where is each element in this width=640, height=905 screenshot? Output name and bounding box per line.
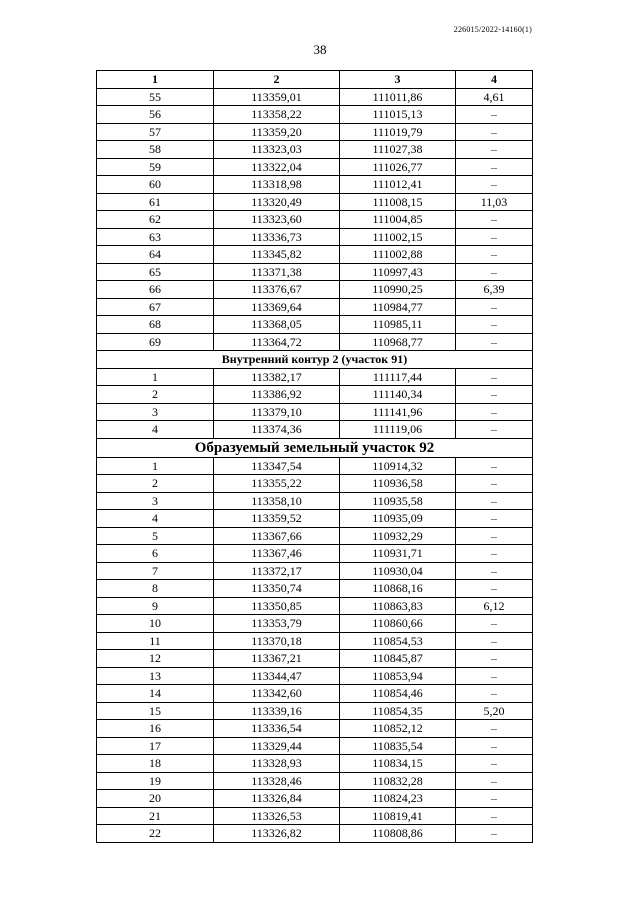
table-row bbox=[97, 650, 533, 668]
x-coordinate-cell: 113342,60 bbox=[214, 685, 340, 703]
distance-cell: – bbox=[456, 386, 533, 404]
point-number-cell: 65 bbox=[97, 263, 214, 281]
y-coordinate-cell: 110863,83 bbox=[340, 597, 456, 615]
point-number-cell: 66 bbox=[97, 281, 214, 299]
distance-cell: – bbox=[456, 510, 533, 528]
distance-cell: – bbox=[456, 368, 533, 386]
section-header-row bbox=[97, 438, 533, 457]
y-coordinate-cell: 110854,35 bbox=[340, 702, 456, 720]
distance-cell: – bbox=[456, 720, 533, 738]
table-row bbox=[97, 527, 533, 545]
point-number-cell: 62 bbox=[97, 211, 214, 229]
y-coordinate-cell: 110997,43 bbox=[340, 263, 456, 281]
distance-cell: – bbox=[456, 106, 533, 124]
distance-cell: – bbox=[456, 246, 533, 264]
table-row bbox=[97, 720, 533, 738]
table-row bbox=[97, 281, 533, 299]
point-number-cell: 56 bbox=[97, 106, 214, 124]
x-coordinate-cell: 113336,73 bbox=[214, 228, 340, 246]
table-row bbox=[97, 263, 533, 281]
y-coordinate-cell: 111119,06 bbox=[340, 421, 456, 439]
y-coordinate-cell: 110935,09 bbox=[340, 510, 456, 528]
x-coordinate-cell: 113371,38 bbox=[214, 263, 340, 281]
x-coordinate-cell: 113328,46 bbox=[214, 772, 340, 790]
distance-cell: – bbox=[456, 790, 533, 808]
point-number-cell: 57 bbox=[97, 123, 214, 141]
y-coordinate-cell: 110935,58 bbox=[340, 492, 456, 510]
table-row bbox=[97, 580, 533, 598]
table-body bbox=[97, 88, 533, 842]
section-title: Внутренний контур 2 (участок 91) bbox=[97, 351, 533, 369]
point-number-cell: 1 bbox=[97, 457, 214, 475]
y-coordinate-cell: 110834,15 bbox=[340, 755, 456, 773]
point-number-cell: 10 bbox=[97, 615, 214, 633]
distance-cell: – bbox=[456, 403, 533, 421]
distance-cell: – bbox=[456, 667, 533, 685]
distance-cell: – bbox=[456, 755, 533, 773]
distance-cell: – bbox=[456, 333, 533, 351]
x-coordinate-cell: 113323,03 bbox=[214, 141, 340, 159]
x-coordinate-cell: 113350,74 bbox=[214, 580, 340, 598]
x-coordinate-cell: 113379,10 bbox=[214, 403, 340, 421]
point-number-cell: 14 bbox=[97, 685, 214, 703]
table-row bbox=[97, 825, 533, 843]
table-row bbox=[97, 492, 533, 510]
table-row bbox=[97, 667, 533, 685]
point-number-cell: 5 bbox=[97, 527, 214, 545]
distance-cell: – bbox=[456, 228, 533, 246]
x-coordinate-cell: 113367,66 bbox=[214, 527, 340, 545]
x-coordinate-cell: 113374,36 bbox=[214, 421, 340, 439]
distance-cell: – bbox=[456, 475, 533, 493]
x-coordinate-cell: 113323,60 bbox=[214, 211, 340, 229]
distance-cell: – bbox=[456, 492, 533, 510]
x-coordinate-cell: 113326,84 bbox=[214, 790, 340, 808]
x-coordinate-cell: 113344,47 bbox=[214, 667, 340, 685]
column-header: 3 bbox=[340, 71, 456, 89]
table-row bbox=[97, 316, 533, 334]
y-coordinate-cell: 111141,96 bbox=[340, 403, 456, 421]
table-row bbox=[97, 211, 533, 229]
table-row bbox=[97, 685, 533, 703]
y-coordinate-cell: 110932,29 bbox=[340, 527, 456, 545]
distance-cell: 11,03 bbox=[456, 193, 533, 211]
y-coordinate-cell: 111002,88 bbox=[340, 246, 456, 264]
y-coordinate-cell: 110854,53 bbox=[340, 632, 456, 650]
y-coordinate-cell: 110936,58 bbox=[340, 475, 456, 493]
coordinates-table bbox=[96, 70, 533, 843]
x-coordinate-cell: 113382,17 bbox=[214, 368, 340, 386]
y-coordinate-cell: 110819,41 bbox=[340, 807, 456, 825]
distance-cell: – bbox=[456, 650, 533, 668]
table-row bbox=[97, 368, 533, 386]
distance-cell: – bbox=[456, 298, 533, 316]
point-number-cell: 8 bbox=[97, 580, 214, 598]
distance-cell: – bbox=[456, 316, 533, 334]
table-row bbox=[97, 475, 533, 493]
y-coordinate-cell: 111026,77 bbox=[340, 158, 456, 176]
y-coordinate-cell: 110845,87 bbox=[340, 650, 456, 668]
distance-cell: – bbox=[456, 123, 533, 141]
point-number-cell: 21 bbox=[97, 807, 214, 825]
x-coordinate-cell: 113367,46 bbox=[214, 545, 340, 563]
point-number-cell: 1 bbox=[97, 368, 214, 386]
x-coordinate-cell: 113369,64 bbox=[214, 298, 340, 316]
distance-cell: – bbox=[456, 141, 533, 159]
x-coordinate-cell: 113320,49 bbox=[214, 193, 340, 211]
y-coordinate-cell: 110835,54 bbox=[340, 737, 456, 755]
x-coordinate-cell: 113350,85 bbox=[214, 597, 340, 615]
y-coordinate-cell: 111004,85 bbox=[340, 211, 456, 229]
document-id: 226015/2022-14160(1) bbox=[453, 25, 532, 34]
point-number-cell: 15 bbox=[97, 702, 214, 720]
y-coordinate-cell: 110852,12 bbox=[340, 720, 456, 738]
table-row bbox=[97, 807, 533, 825]
point-number-cell: 16 bbox=[97, 720, 214, 738]
x-coordinate-cell: 113339,16 bbox=[214, 702, 340, 720]
x-coordinate-cell: 113367,21 bbox=[214, 650, 340, 668]
y-coordinate-cell: 111019,79 bbox=[340, 123, 456, 141]
distance-cell: – bbox=[456, 825, 533, 843]
y-coordinate-cell: 110990,25 bbox=[340, 281, 456, 299]
y-coordinate-cell: 110868,16 bbox=[340, 580, 456, 598]
distance-cell: – bbox=[456, 580, 533, 598]
point-number-cell: 58 bbox=[97, 141, 214, 159]
point-number-cell: 59 bbox=[97, 158, 214, 176]
x-coordinate-cell: 113358,22 bbox=[214, 106, 340, 124]
table-header-row bbox=[97, 71, 533, 89]
distance-cell: – bbox=[456, 632, 533, 650]
point-number-cell: 9 bbox=[97, 597, 214, 615]
y-coordinate-cell: 110931,71 bbox=[340, 545, 456, 563]
table-row bbox=[97, 457, 533, 475]
point-number-cell: 2 bbox=[97, 475, 214, 493]
table-row bbox=[97, 562, 533, 580]
y-coordinate-cell: 110914,32 bbox=[340, 457, 456, 475]
distance-cell: – bbox=[456, 685, 533, 703]
table-row bbox=[97, 510, 533, 528]
distance-cell: 4,61 bbox=[456, 88, 533, 106]
x-coordinate-cell: 113326,53 bbox=[214, 807, 340, 825]
y-coordinate-cell: 111011,86 bbox=[340, 88, 456, 106]
x-coordinate-cell: 113386,92 bbox=[214, 386, 340, 404]
table-row bbox=[97, 702, 533, 720]
point-number-cell: 17 bbox=[97, 737, 214, 755]
point-number-cell: 6 bbox=[97, 545, 214, 563]
distance-cell: – bbox=[456, 737, 533, 755]
point-number-cell: 13 bbox=[97, 667, 214, 685]
point-number-cell: 68 bbox=[97, 316, 214, 334]
point-number-cell: 61 bbox=[97, 193, 214, 211]
y-coordinate-cell: 111117,44 bbox=[340, 368, 456, 386]
table-row bbox=[97, 298, 533, 316]
distance-cell: – bbox=[456, 807, 533, 825]
x-coordinate-cell: 113326,82 bbox=[214, 825, 340, 843]
x-coordinate-cell: 113329,44 bbox=[214, 737, 340, 755]
x-coordinate-cell: 113359,52 bbox=[214, 510, 340, 528]
y-coordinate-cell: 110860,66 bbox=[340, 615, 456, 633]
distance-cell: 6,12 bbox=[456, 597, 533, 615]
table-row bbox=[97, 772, 533, 790]
x-coordinate-cell: 113359,01 bbox=[214, 88, 340, 106]
y-coordinate-cell: 110985,11 bbox=[340, 316, 456, 334]
table-row bbox=[97, 228, 533, 246]
x-coordinate-cell: 113355,22 bbox=[214, 475, 340, 493]
point-number-cell: 4 bbox=[97, 421, 214, 439]
distance-cell: – bbox=[456, 772, 533, 790]
distance-cell: – bbox=[456, 211, 533, 229]
table-row bbox=[97, 88, 533, 106]
y-coordinate-cell: 111002,15 bbox=[340, 228, 456, 246]
distance-cell: – bbox=[456, 263, 533, 281]
x-coordinate-cell: 113353,79 bbox=[214, 615, 340, 633]
table-row bbox=[97, 176, 533, 194]
distance-cell: – bbox=[456, 545, 533, 563]
column-header: 1 bbox=[97, 71, 214, 89]
table-row bbox=[97, 790, 533, 808]
table-row bbox=[97, 193, 533, 211]
point-number-cell: 12 bbox=[97, 650, 214, 668]
distance-cell: – bbox=[456, 158, 533, 176]
x-coordinate-cell: 113347,54 bbox=[214, 457, 340, 475]
x-coordinate-cell: 113328,93 bbox=[214, 755, 340, 773]
point-number-cell: 64 bbox=[97, 246, 214, 264]
distance-cell: – bbox=[456, 421, 533, 439]
table-row bbox=[97, 386, 533, 404]
x-coordinate-cell: 113322,04 bbox=[214, 158, 340, 176]
point-number-cell: 2 bbox=[97, 386, 214, 404]
column-header: 2 bbox=[214, 71, 340, 89]
y-coordinate-cell: 111015,13 bbox=[340, 106, 456, 124]
y-coordinate-cell: 110808,86 bbox=[340, 825, 456, 843]
table-row bbox=[97, 421, 533, 439]
x-coordinate-cell: 113345,82 bbox=[214, 246, 340, 264]
section-title: Образуемый земельный участок 92 bbox=[97, 438, 533, 457]
x-coordinate-cell: 113358,10 bbox=[214, 492, 340, 510]
table-row bbox=[97, 597, 533, 615]
point-number-cell: 3 bbox=[97, 492, 214, 510]
x-coordinate-cell: 113318,98 bbox=[214, 176, 340, 194]
distance-cell: – bbox=[456, 615, 533, 633]
point-number-cell: 4 bbox=[97, 510, 214, 528]
y-coordinate-cell: 111027,38 bbox=[340, 141, 456, 159]
point-number-cell: 7 bbox=[97, 562, 214, 580]
x-coordinate-cell: 113368,05 bbox=[214, 316, 340, 334]
y-coordinate-cell: 110930,04 bbox=[340, 562, 456, 580]
y-coordinate-cell: 110832,28 bbox=[340, 772, 456, 790]
point-number-cell: 22 bbox=[97, 825, 214, 843]
point-number-cell: 60 bbox=[97, 176, 214, 194]
y-coordinate-cell: 110824,23 bbox=[340, 790, 456, 808]
table-row bbox=[97, 246, 533, 264]
page-number: 38 bbox=[313, 42, 327, 57]
table-row bbox=[97, 403, 533, 421]
table-row bbox=[97, 158, 533, 176]
y-coordinate-cell: 110984,77 bbox=[340, 298, 456, 316]
table-row bbox=[97, 632, 533, 650]
table-row bbox=[97, 141, 533, 159]
column-header: 4 bbox=[456, 71, 533, 89]
x-coordinate-cell: 113336,54 bbox=[214, 720, 340, 738]
y-coordinate-cell: 110854,46 bbox=[340, 685, 456, 703]
point-number-cell: 3 bbox=[97, 403, 214, 421]
point-number-cell: 63 bbox=[97, 228, 214, 246]
distance-cell: – bbox=[456, 562, 533, 580]
y-coordinate-cell: 111012,41 bbox=[340, 176, 456, 194]
x-coordinate-cell: 113370,18 bbox=[214, 632, 340, 650]
point-number-cell: 69 bbox=[97, 333, 214, 351]
distance-cell: – bbox=[456, 527, 533, 545]
table-row bbox=[97, 755, 533, 773]
point-number-cell: 19 bbox=[97, 772, 214, 790]
x-coordinate-cell: 113372,17 bbox=[214, 562, 340, 580]
x-coordinate-cell: 113359,20 bbox=[214, 123, 340, 141]
table-row bbox=[97, 737, 533, 755]
x-coordinate-cell: 113364,72 bbox=[214, 333, 340, 351]
table-row bbox=[97, 106, 533, 124]
point-number-cell: 20 bbox=[97, 790, 214, 808]
table-row bbox=[97, 545, 533, 563]
distance-cell: 6,39 bbox=[456, 281, 533, 299]
distance-cell: 5,20 bbox=[456, 702, 533, 720]
point-number-cell: 11 bbox=[97, 632, 214, 650]
point-number-cell: 67 bbox=[97, 298, 214, 316]
table-row bbox=[97, 615, 533, 633]
x-coordinate-cell: 113376,67 bbox=[214, 281, 340, 299]
point-number-cell: 18 bbox=[97, 755, 214, 773]
distance-cell: – bbox=[456, 457, 533, 475]
table-row bbox=[97, 333, 533, 351]
y-coordinate-cell: 110968,77 bbox=[340, 333, 456, 351]
distance-cell: – bbox=[456, 176, 533, 194]
section-header-row bbox=[97, 351, 533, 369]
y-coordinate-cell: 111140,34 bbox=[340, 386, 456, 404]
y-coordinate-cell: 110853,94 bbox=[340, 667, 456, 685]
y-coordinate-cell: 111008,15 bbox=[340, 193, 456, 211]
point-number-cell: 55 bbox=[97, 88, 214, 106]
table-row bbox=[97, 123, 533, 141]
